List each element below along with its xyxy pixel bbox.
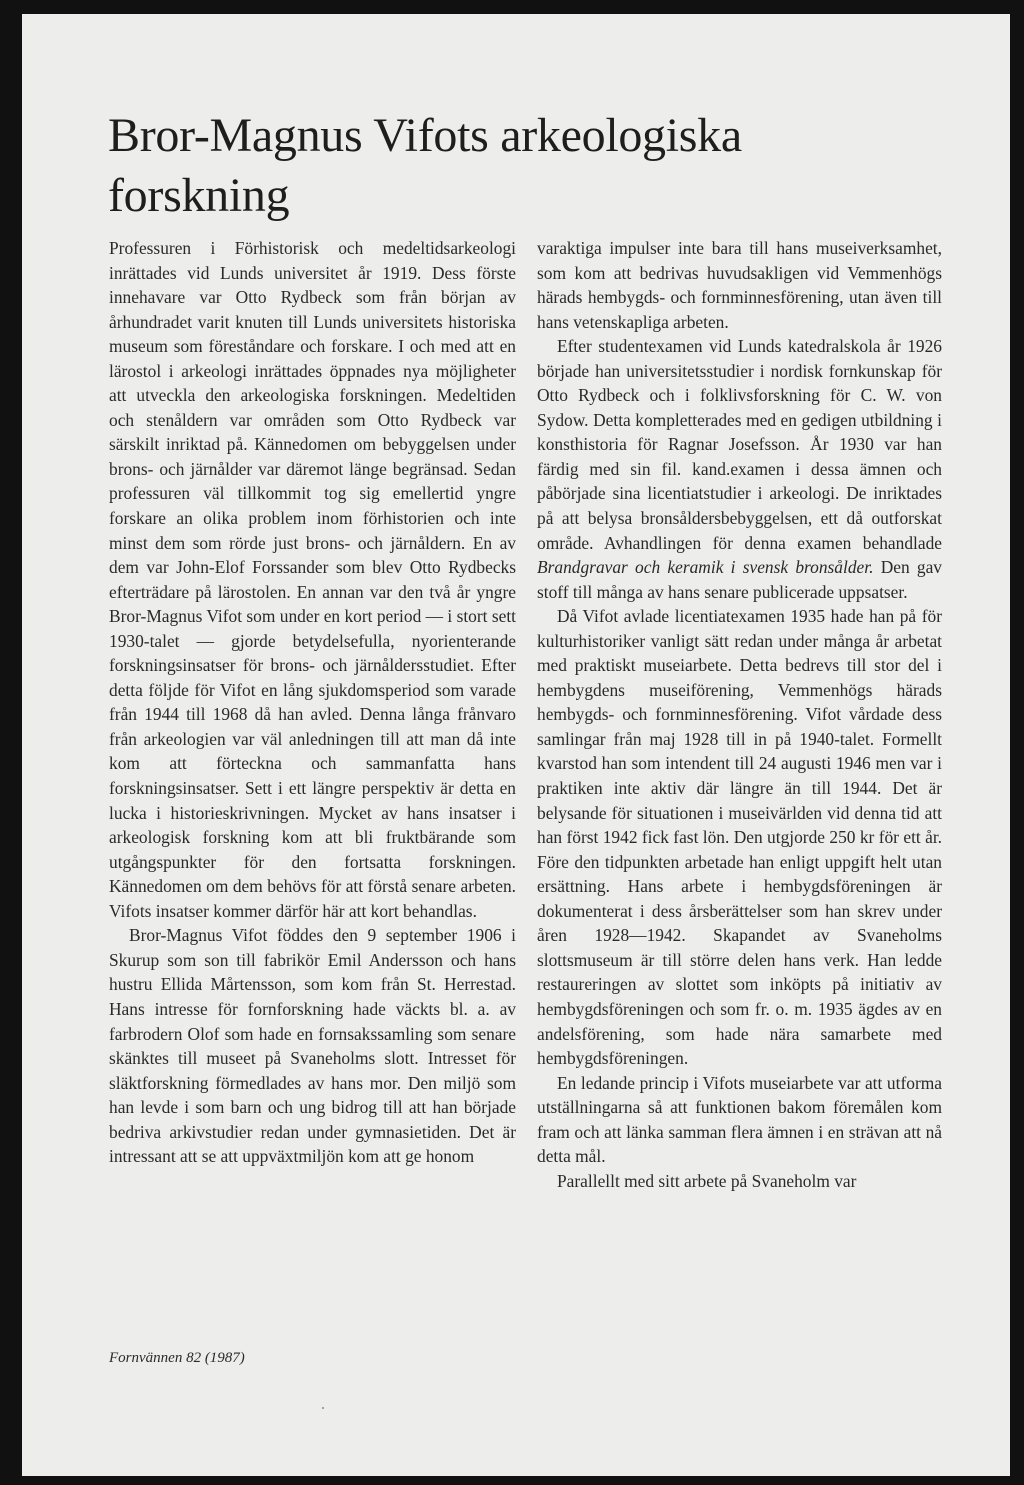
paragraph: Parallellt med sitt arbete på Svaneholm var [557, 1170, 857, 1191]
paragraph: Bror-Magnus Vifot föddes den 9 september 1906 i Skurup som son till fabrikör Emil Andersson och hans hustru Ellida Mårtensson, som kom från St. Herrestad. Hans intresse för fornforskning hade väckts bl. a. av farbrodern Olof som hade en fornsakssamling som senare skänktes till museet på Svaneholms slott. Intresset för släktforskning förmedlades av hans mor. Den miljö som han levde i som barn och ung bidrog till att han började bedriva arkivstudier redan under gymnasietiden. Det är intressant att se att uppväxtmiljön kom att ge honom [109, 925, 516, 1167]
left-column [109, 236, 516, 1169]
paragraph: En ledande princip i Vifots museiarbete var att utforma utställningarna så att funktionen bakom föremålen kom fram och att länka samman flera ämnen i en strävan att nå detta mål. [537, 1072, 942, 1167]
paragraph [537, 334, 942, 604]
paragraph: varaktiga impulser inte bara till hans museiverksamhet, som kom att bedrivas huvudsakligen vid Vemmenhögs härads hembygds- och fornminnesförening, utan även till hans vetenskapliga arbeten. [537, 238, 942, 332]
thesis-title: Brandgravar och keramik i svensk bronsålder. [537, 557, 874, 578]
scan-speck [322, 1407, 324, 1409]
paragraph-text: Efter studentexamen vid Lunds katedralskola år 1926 började han universitetsstudier i nordisk fornkunskap för Otto Rydbeck och i folklivsforskning för C. W. von Sydow. Detta kompletterades med en gedigen utbildning i konsthistoria för Ragnar Josefsson. År 1930 var han färdig med sin fil. kand.examen i dessa ämnen och påbörjade sina licentiatstudier i arkeologi. De inriktades på att belysa bronsåldersbebyggelsen, ett då outforskat område. Avhandlingen för denna examen behandlade [537, 336, 942, 553]
paragraph: Professuren i Förhistorisk och medeltidsarkeologi inrättades vid Lunds universitet år 1919. Dess förste innehavare var Otto Rydbeck som från början av århundradet varit knuten till Lunds universitets historiska museum som föreståndare och forskare. I och med att en lärostol i arkeologi inrättades öppnades nya möjligheter att utveckla den arkeologiska forskningen. Medeltiden och stenåldern var områden som Otto Rydbeck var särskilt inriktad på. Kännedomen om bebyggelsen under brons- och järnålder var däremot länge begränsad. Sedan professuren väl tillkommit tog sig emellertid yngre forskare an olika problem inom förhistorien och inte minst dem som rörde just brons- och järnåldern. En av dem var John-Elof Forssander som blev Otto Rydbecks efterträdare på lärostolen. En annan var den två år yngre Bror-Magnus Vifot som under en kort period — i stort sett 1930-talet — gjorde betydelsefulla, nyorienterande forskningsinsatser för brons- och järnåldersstudiet. Efter detta följde för Vifot en lång sjukdomsperiod som varade från 1944 till 1968 då han avled. Denna långa frånvaro från arkeologien var väl anledningen till att man då inte kom att förteckna och sammanfatta hans forskningsinsatser. Sett i ett längre perspektiv är detta en lucka i historieskrivningen. Mycket av hans insatser i arkeologisk forskning kom att bli fruktbärande som utgångspunkter för den fortsatta forskningen. Kännedomen om dem behövs för att förstå senare arbeten. Vifots insatser kommer därför här att kort behandlas. [109, 238, 516, 921]
right-column [537, 236, 942, 1193]
paragraph-text: Den gav stoff till många av hans senare publicerade uppsatser. [537, 557, 943, 602]
paragraph: Då Vifot avlade licentiatexamen 1935 hade han på för kulturhistoriker vanligt sätt redan under många år arbetat med praktiskt museiarbete. Detta bedrevs till stor del i hembygdens museiförening, Vemmenhögs härads hembygds- och fornminnesförening. Vifot vårdade dess samlingar från maj 1928 till in på 1940-talet. Formellt kvarstod han som intendent till 24 augusti 1946 men var i praktiken inte aktiv där längre än till 1944. Det är belysande för situationen i museivärlden vid denna tid att han först 1942 fick fast lön. Den utgjorde 250 kr för ett år. Före den tidpunkten arbetade han enligt uppgift helt utan ersättning. Hans arbete i hembygdsföreningen är dokumenterat i dess årsberättelser som han skrev under åren 1928—1942. Skapandet av Svaneholms slottsmuseum är till större delen hans verk. Han ledde restaureringen av slottet som inköpts på initiativ av hembygdsföreningen och som fr. o. m. 1935 ägdes av en andelsförening, som hade nära samarbete med hembygdsföreningen. [537, 606, 942, 1069]
article-title: Bror-Magnus Vifots arkeologiska forskning [108, 109, 742, 222]
journal-footer: Fornvännen 82 (1987) [109, 1350, 245, 1366]
journal-page [22, 14, 1010, 1476]
